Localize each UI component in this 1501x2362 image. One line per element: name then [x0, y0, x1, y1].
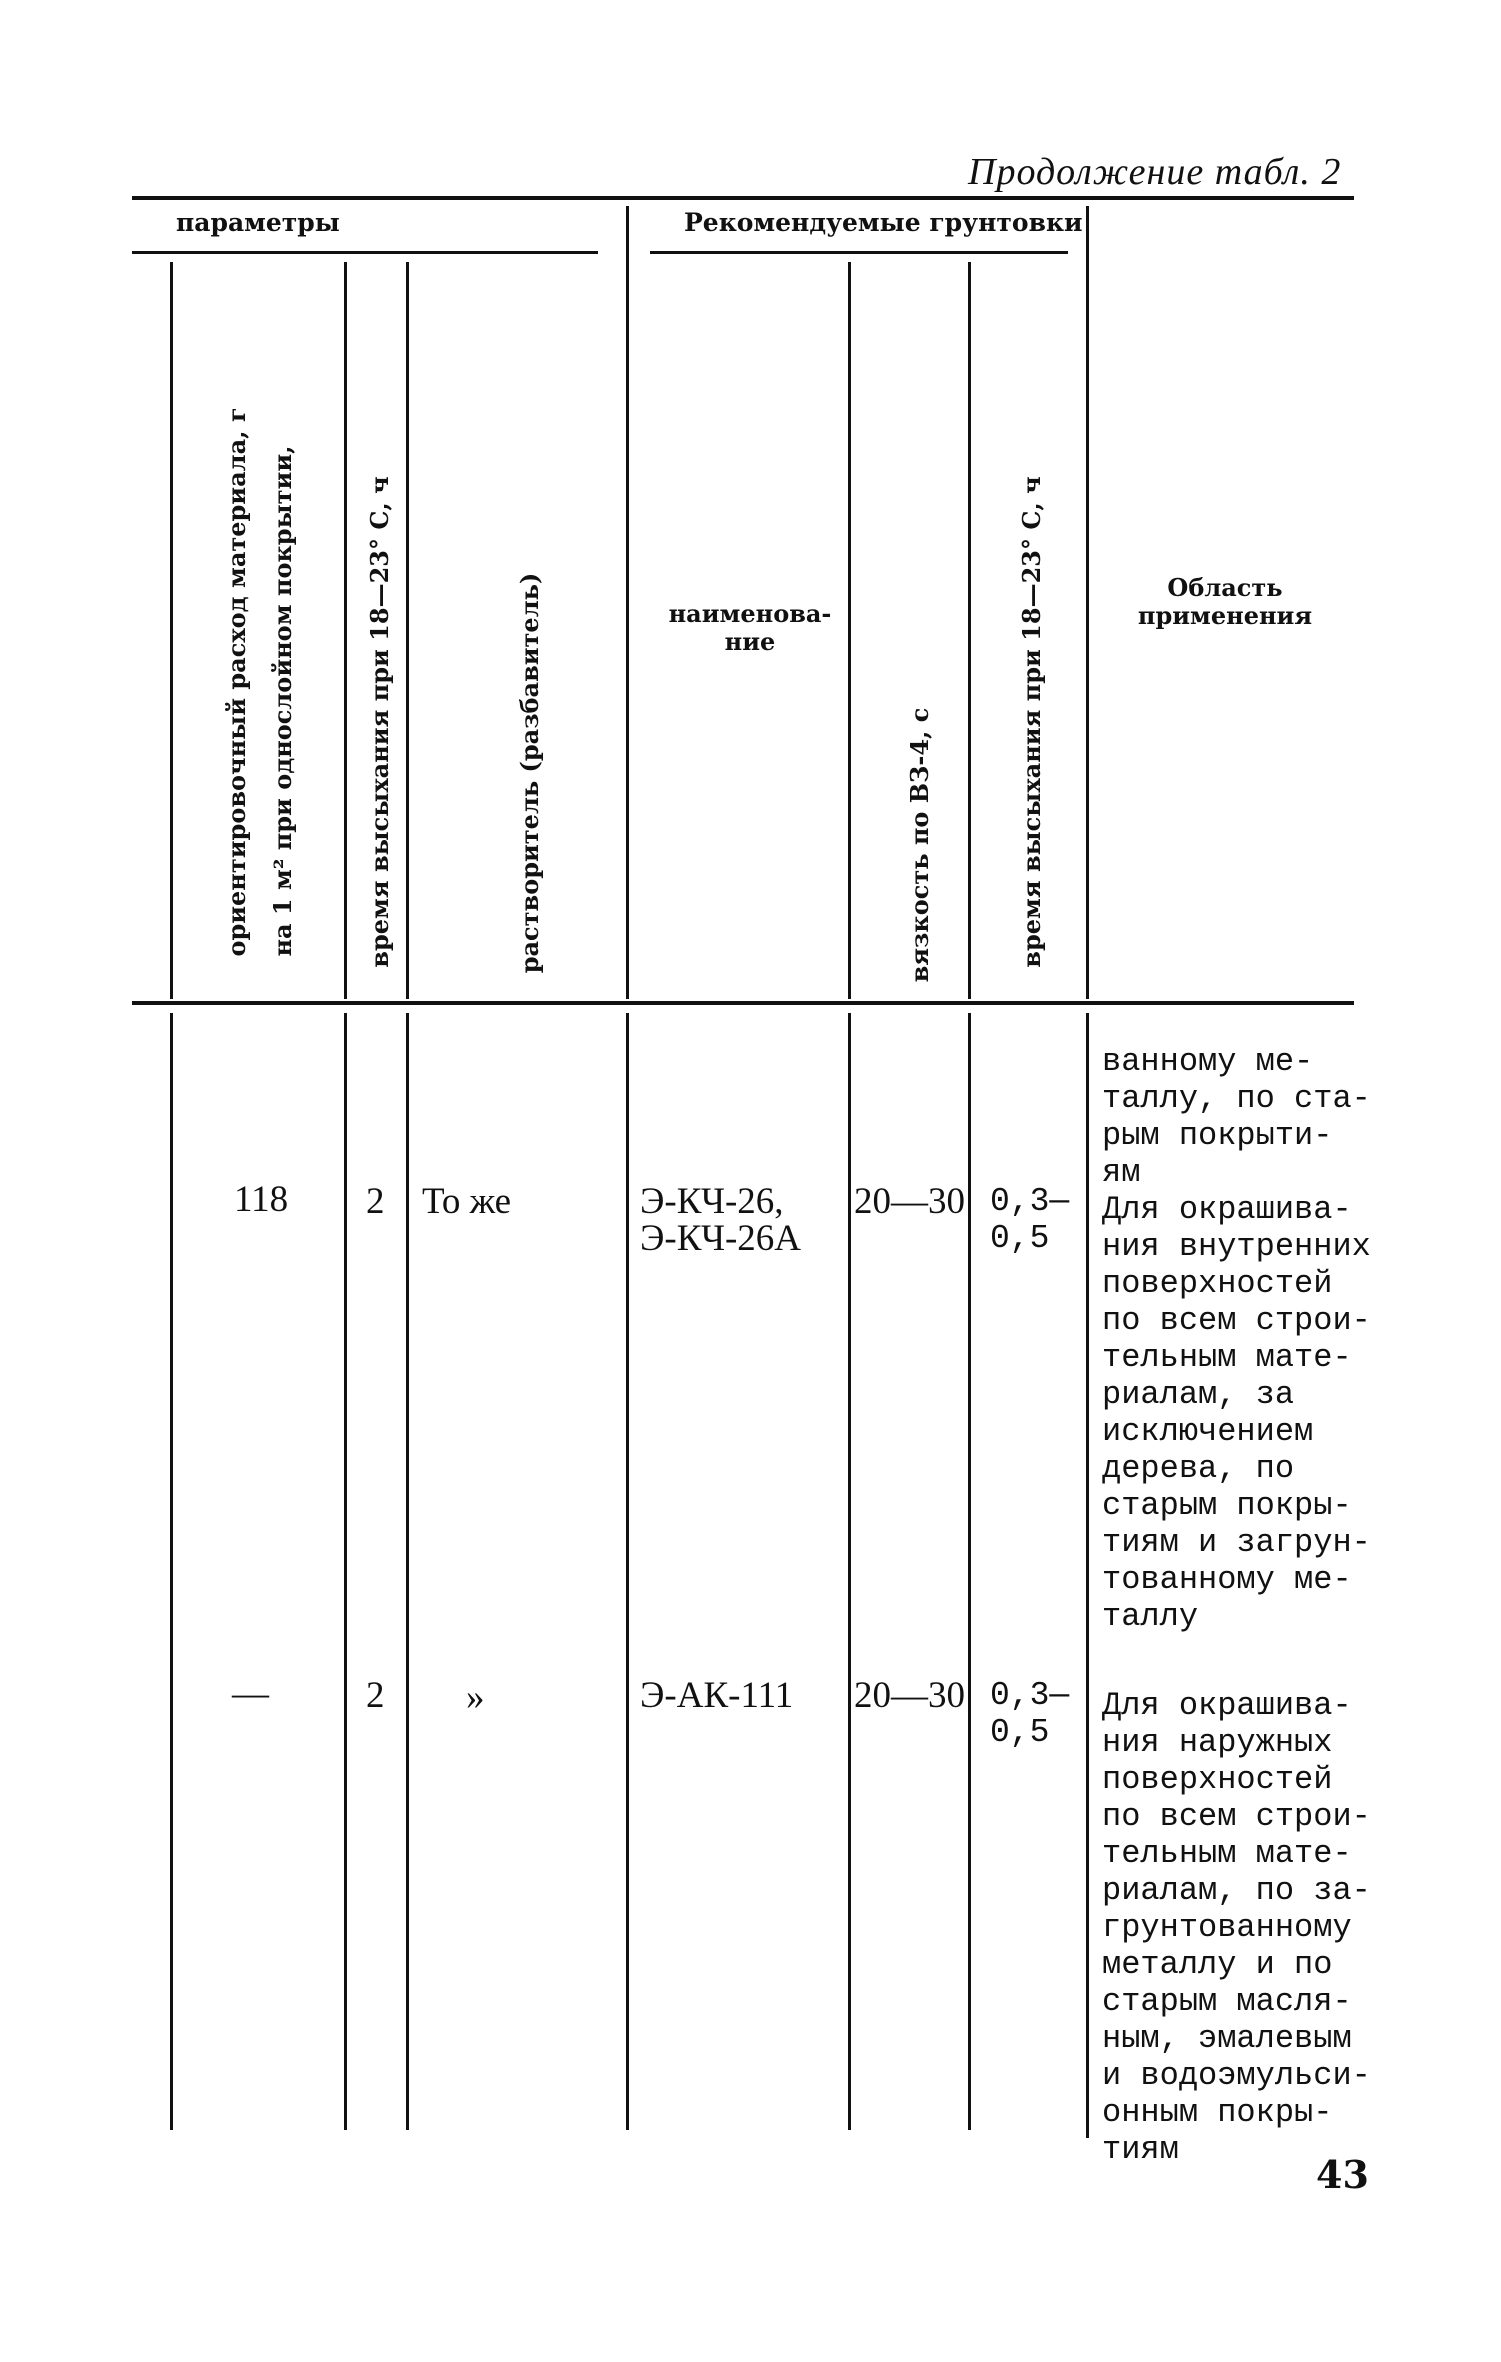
- header-rule-5: [848, 262, 851, 999]
- row2-primer-drying: 0,3— 0,5: [990, 1677, 1070, 1751]
- row2-primer-name: Э-АК-111: [640, 1675, 794, 1716]
- col-header-drying: время высыхания при 18—23° С, ч: [365, 476, 394, 968]
- group-header-params: параметры: [176, 208, 340, 237]
- area-carryover-text: ванному ме- таллу, по ста- рым покрыти- ям: [1102, 1043, 1371, 1191]
- body-rule-3: [406, 1013, 409, 2130]
- row1-viscosity: 20—30: [854, 1181, 965, 1222]
- row2-drying: 2: [366, 1675, 385, 1716]
- row2-consumption: —: [232, 1673, 269, 1714]
- row2-area: Для окрашива- ния наружных поверхностей по всем строи- тельным мате- риалам, по за- грунтованному металлу и по старым масля- ным, эмалевым и водоэмульси- онным покры- тиям: [1102, 1687, 1371, 2168]
- group-primers-underline: [650, 251, 1068, 254]
- col-header-primer-name: наименова- ние: [668, 599, 832, 656]
- group-header-primers: Рекомендуемые грунтовки: [684, 208, 1083, 237]
- body-rule-5: [848, 1013, 851, 2130]
- header-rule-6: [968, 262, 971, 999]
- header-bottom-rule: [132, 1001, 1354, 1005]
- row2-solvent: »: [466, 1677, 485, 1718]
- page-number: 43: [1316, 2152, 1369, 2197]
- header-rule-2: [344, 262, 347, 999]
- col-header-consumption: ориентировочный расход материала, г на 1 м² при однослойном покрытии,: [222, 407, 297, 957]
- header-rule-7: [1086, 206, 1089, 999]
- col-header-viscosity: вязкость по ВЗ-4, с: [905, 707, 934, 983]
- header-rule-1: [170, 262, 173, 999]
- table-caption: Продолжение табл. 2: [968, 151, 1342, 193]
- col-header-area: Область применения: [1137, 573, 1313, 630]
- body-rule-1: [170, 1013, 173, 2130]
- row1-primer-drying: 0,3— 0,5: [990, 1183, 1070, 1257]
- col-header-solvent: растворитель (разбавитель): [515, 572, 544, 974]
- body-rule-6: [968, 1013, 971, 2130]
- row1-area: Для окрашива- ния внутренних поверхностей по всем строи- тельным мате- риалам, за исключением дерева, по старым покры- тиям и загрун- тованному ме- таллу: [1102, 1191, 1371, 1635]
- group-params-underline: [132, 251, 598, 254]
- row1-primer-name: Э-КЧ-26, Э-КЧ-26А: [640, 1181, 802, 1259]
- header-rule-4: [626, 206, 629, 999]
- body-rule-4: [626, 1013, 629, 2130]
- body-rule-7: [1086, 1013, 1089, 2138]
- row1-consumption: 118: [234, 1179, 289, 1220]
- row1-solvent: То же: [422, 1181, 512, 1222]
- row1-drying: 2: [366, 1181, 385, 1222]
- header-rule-3: [406, 262, 409, 999]
- row2-viscosity: 20—30: [854, 1675, 965, 1716]
- col-header-primer-drying: время высыхания при 18—23° С, ч: [1017, 476, 1046, 968]
- top-rule: [132, 196, 1354, 200]
- body-rule-2: [344, 1013, 347, 2130]
